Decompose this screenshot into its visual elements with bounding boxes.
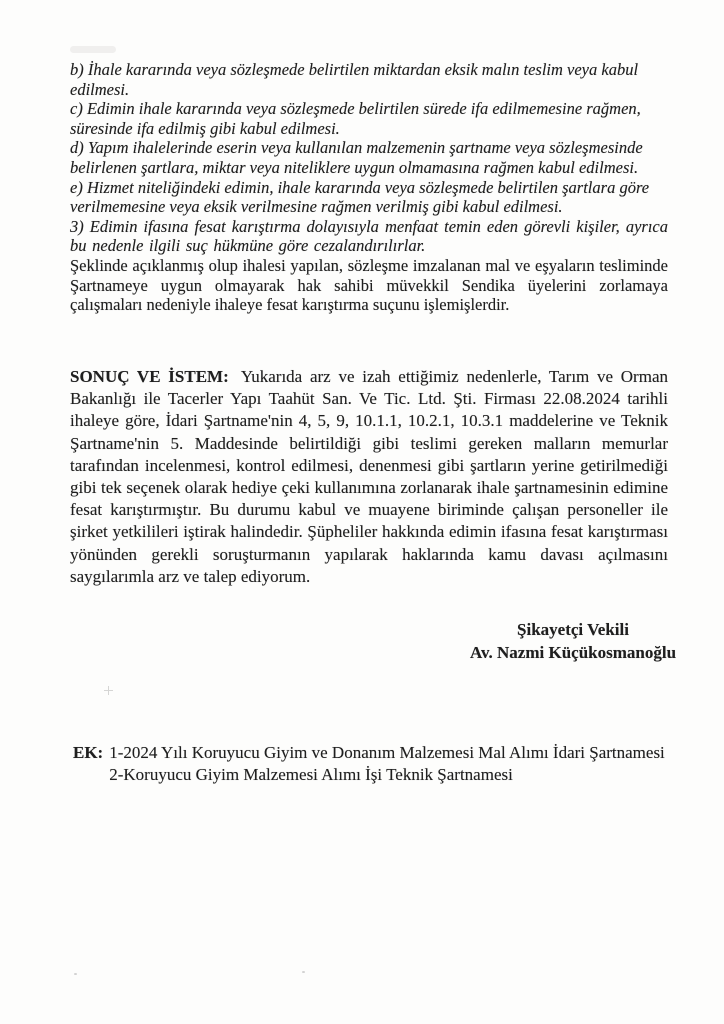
clause-item-d: d) Yapım ihalelerinde eserin veya kullanılan malzemenin şartname veya sözleşmesinde belirlenen şartlara, miktar veya niteliklere uygun olmamasına rağmen kabul edilmesi.	[70, 138, 643, 177]
clause-item-e: e) Hizmet niteliğindeki edimin, ihale kararında veya sözleşmede belirtilen şartlara göre verilmemesine veya eksik verilmesine rağmen verilmiş gibi kabul edilmesi.	[70, 177, 650, 217]
clause-closing-paragraph: Şeklinde açıklanmış olup ihalesi yapılan, sözleşme imzalanan mal ve eşyaların tesliminde Şartnameye uygun olmayarak hak sahibi müvekkil Sendika üyelerini zorlamaya çalışmaları nedeniyle ihaleye fesat karıştırma suçunu işlemişlerdir.	[70, 255, 668, 315]
attachments-items	[109, 742, 673, 787]
conclusion-body: Yukarıda arz ve izah ettiğimiz nedenlerle, Tarım ve Orman Bakanlığı ile Tacerler Yapı Taahüt San. Ve Tic. Ltd. Şti. Firması 22.08.2024 tarihli ihaleye göre, İdari Şartname'nin 4, 5, 9, 10.1.1, 10.2.1, 10.3.1 maddelerine ve Teknik Şartname'nin 5. Maddesinde belirtildiği gibi teslimi gereken malların memurlar tarafından incelenmesi, kontrol edilmesi, denenmesi gibi şartların yerine getirilmediği gibi tek seçenek olarak hediye çeki kullanımına zorlanarak ihale şartnamesinin edimine fesat karıştırmıştır. Bu durumu kabul ve muayene biriminde çalışan personeller ile şirket yetkilileri iştirak halindedir. Şüpheliler hakkında edimin ifasına fesat karıştırması yönünden gerekli soruşturmanın yapılarak haklarında kamu davası açılmasını saygılarımla arz ve talep ediyorum.	[70, 367, 668, 586]
scan-speck	[302, 971, 305, 973]
signature-block	[427, 618, 719, 664]
signature-name: Av. Nazmi Küçükosmanoğlu	[469, 643, 677, 662]
clause-item-3: 3) Edimin ifasına fesat karıştırma dolayısıyla menfaat temin eden görevli kişiler, ayrıca bu nedenle ilgili suç hükmüne göre cezalandırılırlar.	[70, 216, 668, 256]
clause-item-c: c) Edimin ihale kararında veya sözleşmede belirtilen sürede ifa edilmemesine rağmen, süresinde ifa edilmiş gibi kabul edilmesi.	[70, 99, 641, 138]
attachment-item: 2-Koruyucu Giyim Malzemesi Alımı İşi Teknik Şartnamesi	[109, 765, 513, 785]
attachment-item: 1-2024 Yılı Koruyucu Giyim ve Donanım Malzemesi Mal Alımı İdari Şartnamesi	[109, 743, 665, 762]
attachments-label: EK:	[73, 743, 104, 762]
attachments-block	[73, 742, 673, 787]
clause-list	[70, 60, 668, 315]
clause-item-b: b) İhale kararında veya sözleşmede belirtilen miktardan eksik malın teslim veya kabul edilmesi.	[70, 60, 639, 99]
conclusion-paragraph	[70, 366, 668, 588]
signature-title: Şikayetçi Vekili	[517, 620, 629, 639]
scan-speck	[74, 973, 77, 975]
scan-speck-cross	[104, 686, 113, 695]
conclusion-heading: SONUÇ VE İSTEM:	[70, 367, 229, 386]
scan-smudge	[70, 46, 116, 53]
